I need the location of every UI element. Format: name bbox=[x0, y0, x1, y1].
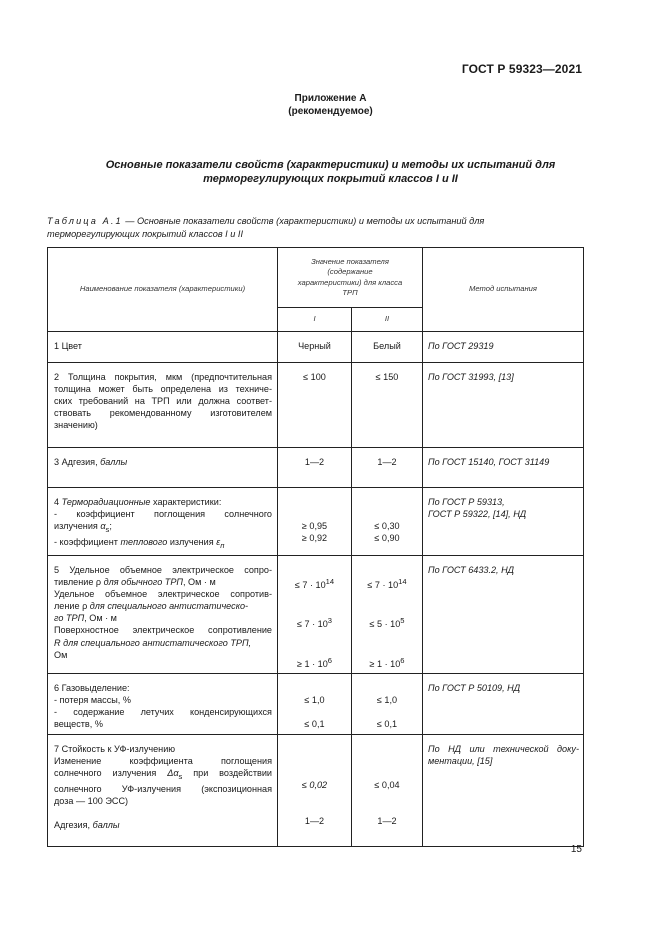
row4-value-2a: ≤ 0,30 bbox=[374, 521, 400, 532]
table-caption bbox=[47, 215, 584, 240]
row2-name-line: ствовать рекомендованному изготовителем bbox=[54, 408, 272, 419]
row5-value-1c bbox=[280, 655, 349, 670]
alpha-symbol: α bbox=[100, 521, 106, 532]
document-title-line-1: Основные показатели свойств (характеристики) и методы их испытаний для bbox=[105, 159, 556, 171]
document-title bbox=[60, 158, 601, 186]
row6-name-line: веществ, % bbox=[54, 719, 103, 730]
row4-value-2 bbox=[352, 488, 423, 556]
row5-value-1 bbox=[278, 556, 352, 674]
row3-value-1: 1—2 bbox=[278, 448, 352, 488]
value-exponent: 5 bbox=[400, 616, 405, 626]
row5-text: для специального антистатическо- bbox=[87, 601, 249, 612]
row5-text: , Ом · м bbox=[84, 613, 117, 624]
row5-value-1a bbox=[280, 576, 349, 591]
row4-text: теплового bbox=[120, 537, 168, 548]
row2-name-line: толщина может быть определена из техниче- bbox=[54, 384, 272, 395]
header-value-line-3: характеристики) для класса bbox=[297, 277, 403, 287]
row4-text: Терморадиационные bbox=[61, 497, 151, 507]
annex-title: Приложение А bbox=[294, 93, 367, 104]
row6-value-1 bbox=[278, 673, 352, 734]
row6-value-2b: ≤ 0,1 bbox=[376, 719, 398, 730]
row7-value-1a: ≤ 0,02 bbox=[301, 780, 328, 791]
rho-symbol: ρ bbox=[82, 601, 88, 612]
row7-text: при воздействии bbox=[182, 768, 272, 779]
row5-text: , Ом · м bbox=[182, 577, 216, 588]
row5-text: тивление bbox=[54, 577, 96, 588]
value-exponent: 3 bbox=[327, 616, 332, 626]
row7-method bbox=[423, 734, 584, 846]
row7-text: баллы bbox=[92, 820, 120, 831]
table-row bbox=[48, 488, 584, 556]
header-name: Наименование показателя (характеристики) bbox=[48, 248, 278, 332]
row4-name-line bbox=[54, 496, 272, 508]
table-row bbox=[48, 556, 584, 674]
row6-value-1a: ≤ 1,0 bbox=[304, 694, 325, 705]
row3-name-text: 3 Адгезия, bbox=[54, 457, 101, 467]
row5-value-2a bbox=[354, 576, 420, 591]
row1-method: По ГОСТ 29319 bbox=[423, 332, 584, 363]
row5-name-line bbox=[54, 600, 272, 612]
row4-text: 4 bbox=[54, 497, 62, 507]
header-class-2: II bbox=[352, 308, 423, 332]
row3-value-2: 1—2 bbox=[352, 448, 423, 488]
row2-value-2: ≤ 150 bbox=[352, 363, 423, 448]
row4-value-1 bbox=[278, 488, 352, 556]
row4-text: ; bbox=[109, 521, 112, 532]
row5-text: для обычного ТРП bbox=[101, 577, 183, 588]
row5-name-line bbox=[54, 612, 272, 624]
row5-name-line: R для специального антистатического ТРП, bbox=[54, 637, 252, 648]
page-number: 15 bbox=[570, 844, 582, 855]
delta-alpha-symbol: Δα bbox=[167, 768, 179, 779]
row6-value-1b: ≤ 0,1 bbox=[304, 719, 325, 730]
row5-value-2b bbox=[354, 615, 420, 630]
row3-method: По ГОСТ 15140, ГОСТ 31149 bbox=[423, 448, 584, 488]
table-row bbox=[48, 734, 584, 846]
row5-name bbox=[48, 556, 278, 674]
row5-text: ление bbox=[54, 601, 83, 612]
row1-value-1: Черный bbox=[278, 332, 352, 363]
row2-name bbox=[48, 363, 278, 448]
row2-name-line: 2 Толщина покрытия, мкм (предпочтительная bbox=[54, 372, 272, 382]
value-base: ≥ 1 · 10 bbox=[369, 658, 401, 669]
row4-value-1b: ≥ 0,92 bbox=[301, 533, 328, 544]
row7-text: солнечного излучения bbox=[54, 768, 168, 779]
row7-name-line: 7 Стойкость к УФ-излучению bbox=[54, 743, 176, 754]
row4-method-line: ГОСТ Р 59322, [14], НД bbox=[428, 509, 527, 520]
row6-value-2 bbox=[352, 673, 423, 734]
row3-name-unit: баллы bbox=[100, 457, 128, 467]
row7-value-2b: 1—2 bbox=[377, 816, 397, 827]
row7-value-1 bbox=[278, 734, 352, 846]
row6-value-2a: ≤ 1,0 bbox=[376, 694, 398, 705]
annex-heading bbox=[0, 92, 661, 118]
row7-subscript: s bbox=[178, 771, 183, 781]
row5-value-2c bbox=[354, 655, 420, 670]
row4-text: - коэффициент bbox=[54, 537, 121, 548]
standard-number: ГОСТ Р 59323—2021 bbox=[461, 62, 582, 76]
row4-value-2b: ≤ 0,90 bbox=[374, 533, 400, 544]
row7-name-line: Изменение коэффициента поглощения bbox=[54, 755, 272, 766]
row7-name-line bbox=[54, 767, 272, 783]
row3-name bbox=[48, 448, 278, 488]
row4-value-1a: ≥ 0,95 bbox=[301, 521, 328, 532]
row7-value-2a: ≤ 0,04 bbox=[374, 780, 400, 791]
value-base: ≤ 5 · 10 bbox=[369, 619, 401, 630]
row4-text: излучения bbox=[54, 521, 101, 532]
row4-text: характеристики: bbox=[150, 497, 222, 507]
header-value-line-1: Значение показателя bbox=[311, 256, 389, 266]
row7-name-line: солнечного УФ-излучения (экспозиционная bbox=[54, 783, 272, 794]
row4-method bbox=[423, 488, 584, 556]
value-base: ≤ 7 · 10 bbox=[297, 619, 328, 630]
row5-method: По ГОСТ 6433.2, НД bbox=[423, 556, 584, 674]
specification-table bbox=[47, 247, 584, 847]
value-base: ≤ 7 · 10 bbox=[294, 580, 326, 591]
value-exponent: 6 bbox=[400, 655, 405, 665]
row5-value-1b bbox=[280, 615, 349, 630]
table-row bbox=[48, 363, 584, 448]
row7-value-1b: 1—2 bbox=[304, 816, 325, 827]
row4-method-line: По ГОСТ Р 59313, bbox=[428, 497, 505, 507]
row4-subscript: s bbox=[105, 525, 110, 534]
header-class-1: I bbox=[278, 308, 352, 332]
row5-name-line bbox=[54, 576, 272, 588]
epsilon-symbol: ε bbox=[216, 537, 221, 548]
value-exponent: 14 bbox=[325, 577, 335, 587]
value-exponent: 6 bbox=[327, 655, 332, 665]
value-base: ≤ 7 · 10 bbox=[367, 580, 399, 591]
row2-name-line: ских требований на ТРП или должна соответ- bbox=[54, 396, 272, 407]
row4-subscript: п bbox=[220, 540, 225, 550]
row5-name-line: 5 Удельное объемное электрическое сопро- bbox=[54, 565, 272, 575]
table-row bbox=[48, 673, 584, 734]
row5-text: го ТРП bbox=[54, 613, 85, 624]
row4-name-line: - коэффициент поглощения солнечного bbox=[54, 509, 272, 520]
row5-value-2 bbox=[352, 556, 423, 674]
row4-text: излучения bbox=[167, 537, 217, 548]
table-caption-label: Таблица А.1 bbox=[47, 216, 123, 226]
row7-name-line bbox=[54, 819, 272, 831]
row7-method-line: ментации, [15] bbox=[428, 755, 493, 766]
header-value-line-2: (содержание bbox=[327, 267, 373, 276]
row6-name-line: - содержание летучих конденсирующихся bbox=[54, 707, 272, 718]
value-exponent: 14 bbox=[398, 577, 407, 587]
row4-name bbox=[48, 488, 278, 556]
row6-name-line: - потеря массы, % bbox=[54, 694, 131, 705]
row1-value-2: Белый bbox=[352, 332, 423, 363]
row5-name-line: Удельное объемное электрическое сопротив- bbox=[54, 589, 272, 600]
row5-name-line: Ом bbox=[54, 649, 68, 660]
row7-method-line: По НД или технической доку- bbox=[428, 743, 579, 754]
table-row bbox=[48, 448, 584, 488]
table-caption-text-2: терморегулирующих покрытий классов I и II bbox=[47, 228, 244, 239]
row6-method: По ГОСТ Р 50109, НД bbox=[423, 673, 584, 734]
value-base: ≥ 1 · 10 bbox=[297, 658, 328, 669]
row6-name-line: 6 Газовыделение: bbox=[54, 682, 130, 693]
row7-text: Адгезия, bbox=[54, 820, 93, 831]
row4-name-line bbox=[54, 520, 272, 536]
header-method: Метод испытания bbox=[423, 248, 584, 332]
rho-symbol: ρ bbox=[95, 577, 102, 588]
row2-name-line: значению) bbox=[54, 420, 98, 431]
row1-name: 1 Цвет bbox=[48, 332, 278, 363]
annex-type: (рекомендуемое) bbox=[288, 106, 373, 117]
header-value bbox=[278, 248, 423, 308]
row7-value-2 bbox=[352, 734, 423, 846]
row7-name-line: доза — 100 ЭСС) bbox=[54, 796, 129, 807]
row2-method: По ГОСТ 31993, [13] bbox=[423, 363, 584, 448]
row5-name-line: Поверхностное электрическое сопротивление bbox=[54, 625, 272, 636]
row6-name bbox=[48, 673, 278, 734]
document-title-line-2: терморегулирующих покрытий классов I и II bbox=[203, 173, 458, 185]
header-value-line-4: ТРП bbox=[342, 288, 358, 297]
row2-value-1: ≤ 100 bbox=[278, 363, 352, 448]
table-row bbox=[48, 332, 584, 363]
table-caption-text: — Основные показатели свойств (характеристики) и методы их испытаний для bbox=[122, 216, 485, 226]
row4-name-line bbox=[54, 536, 272, 552]
row7-name bbox=[48, 734, 278, 846]
